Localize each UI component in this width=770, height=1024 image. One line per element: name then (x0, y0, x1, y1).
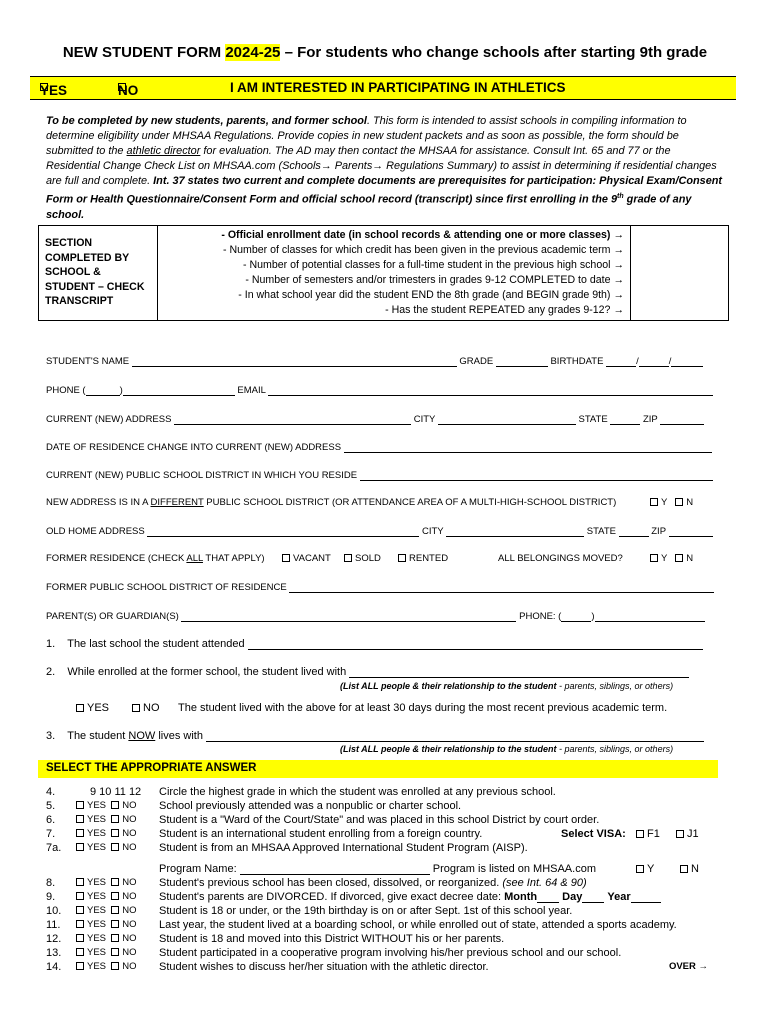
transcript-item: - Official enrollment date (in school records & attending one or more classes) → (221, 229, 624, 241)
new-address-label-c: PUBLIC SCHOOL DISTRICT (OR ATTENDANCE AREA OF A MULTI-HIGH-SCHOOL DISTRICT) (203, 497, 617, 508)
zip-label: ZIP (642, 414, 658, 425)
no-label: NO (122, 947, 137, 958)
item-text: Student is an international student enrolling from a foreign country. (159, 828, 483, 840)
item-number: 4. (46, 786, 56, 798)
q2b-yes-label: YES (87, 702, 110, 714)
parents-phone-field[interactable] (595, 610, 705, 622)
j1-checkbox[interactable] (676, 830, 684, 838)
no-label: NO (122, 842, 137, 853)
former-district-label: FORMER PUBLIC SCHOOL DISTRICT OF RESIDENCE (46, 582, 287, 593)
no-checkbox[interactable] (118, 83, 126, 91)
intro-athletic-director: athletic director (126, 145, 201, 157)
no-label: NO (122, 961, 137, 972)
y-label: Y (661, 497, 668, 508)
rented-checkbox[interactable] (398, 554, 406, 562)
email-label: EMAIL (237, 385, 266, 396)
yes-checkbox[interactable] (76, 801, 84, 809)
q3-now: NOW (128, 730, 156, 742)
item-number: 13. (46, 947, 62, 959)
item-6 (46, 814, 726, 828)
new-address-row (46, 497, 718, 508)
intro-lead: To be completed by new students, parents, and former school (46, 115, 367, 127)
parents-phone-paren: ) (591, 611, 595, 622)
new-address-different: DIFFERENT (150, 497, 204, 508)
rented-option (398, 553, 448, 564)
yes-label: YES (87, 947, 107, 958)
transcript-item: - In what school year did the student END the 8th grade (and BEGIN grade 9th) → (238, 289, 624, 301)
n-label: N (686, 553, 694, 564)
item-text (159, 891, 661, 903)
phone-area-field[interactable] (86, 384, 120, 396)
state-label: STATE (578, 414, 608, 425)
phone-paren: ) (119, 385, 123, 396)
item-text: Student wishes to discuss her/her situation with the athletic director. (159, 961, 489, 973)
q8-ref: (see Int. 64 & 90) (502, 877, 587, 889)
intro-prerequisites: Int. 37 states two current and complete documents are prerequisites for participation: Physical Exam/Consent Form or Health Questionnaire/Consent Form and official school record (transcript) since first enrolling in the 9 (46, 175, 723, 206)
former-district-row (46, 581, 718, 593)
yes-no-options (76, 877, 137, 888)
q3-text-a: The student (67, 730, 129, 742)
no-checkbox[interactable] (111, 843, 119, 851)
no-checkbox[interactable] (111, 829, 119, 837)
yes-checkbox[interactable] (76, 878, 84, 886)
no-label: NO (122, 891, 137, 902)
note-sub: - parents, siblings, or others) (556, 744, 674, 754)
parents-phone-label: PHONE: ( (519, 611, 562, 622)
program-row (46, 863, 726, 877)
no-checkbox[interactable] (111, 878, 119, 886)
city-label: CITY (413, 414, 436, 425)
vacant-option (282, 553, 331, 564)
question-2 (46, 666, 718, 678)
current-address-row (46, 413, 718, 425)
item-number: 5. (46, 800, 56, 812)
q2-number: 2. (46, 666, 56, 678)
sold-label: SOLD (355, 553, 381, 564)
new-address-label-a: NEW ADDRESS IS IN A (46, 497, 151, 508)
item-number: 7a. (46, 842, 62, 854)
yes-checkbox[interactable] (76, 906, 84, 914)
no-checkbox[interactable] (111, 962, 119, 970)
yes-label: YES (87, 828, 107, 839)
month-label: Month (504, 891, 538, 903)
old-state-field[interactable] (619, 525, 649, 537)
phone-email-row (46, 384, 718, 396)
old-address-field[interactable] (147, 525, 419, 537)
n-label: N (686, 497, 694, 508)
new-address-y-checkbox[interactable] (650, 498, 658, 506)
program-y-checkbox[interactable] (636, 865, 644, 873)
parents-field[interactable] (181, 610, 516, 622)
yes-label: YES (87, 877, 107, 888)
new-address-yn (650, 497, 693, 508)
q1-number: 1. (46, 638, 56, 650)
q3-note (340, 744, 673, 754)
year-label: Year (607, 891, 631, 903)
yes-no-options (76, 961, 137, 972)
transcript-item: - Has the student REPEATED any grades 9-12? → (385, 304, 624, 316)
no-checkbox[interactable] (111, 892, 119, 900)
no-checkbox[interactable] (111, 906, 119, 914)
item-4 (46, 786, 726, 800)
yes-checkbox[interactable] (76, 843, 84, 851)
item-text: School previously attended was a nonpublic or charter school. (159, 800, 462, 812)
form-title (0, 44, 770, 61)
no-label: NO (122, 814, 137, 825)
no-checkbox[interactable] (111, 948, 119, 956)
q3-field[interactable] (206, 730, 704, 742)
q2-field[interactable] (349, 666, 689, 678)
month-field[interactable] (537, 892, 559, 903)
year-field[interactable] (631, 892, 661, 903)
no-checkbox[interactable] (111, 920, 119, 928)
no-label: NO (122, 828, 137, 839)
f1-checkbox[interactable] (636, 830, 644, 838)
item-7 (46, 828, 726, 842)
yes-no-options (76, 891, 137, 902)
item-text: Student is 18 and moved into this District WITHOUT his or her parents. (159, 933, 505, 945)
yes-label: YES (87, 905, 107, 916)
question-1 (46, 638, 718, 650)
yes-no-options (76, 814, 137, 825)
q2b-no (132, 702, 160, 714)
former-label-all: ALL (186, 553, 203, 564)
item-7a (46, 842, 726, 856)
former-label-a: FORMER RESIDENCE (CHECK (46, 553, 187, 564)
item-11 (46, 919, 726, 933)
no-label: NO (122, 905, 137, 916)
item-10 (46, 905, 726, 919)
banner-yes-label: YES (40, 83, 68, 98)
program-n-checkbox[interactable] (680, 865, 688, 873)
item-text: Last year, the student lived at a boarding school, or while enrolled out of state, attended a sports academy. (159, 919, 677, 931)
q2b-no-label: NO (143, 702, 160, 714)
item-number: 8. (46, 877, 56, 889)
date-change-row (46, 441, 718, 453)
visa-label: Select VISA: (561, 828, 626, 840)
birthdate-label: BIRTHDATE (550, 356, 604, 367)
intro-text-2: for evaluation. The AD may then contact the MHSAA for assistance. Consult Int. 65 and 77 or the Residential Change Check List on MHSAA.com (Schools→ Parents→ Regulations Summary) to assist in determining if residential changes are full and complete. (46, 145, 717, 187)
item-12 (46, 933, 726, 947)
vacant-checkbox[interactable] (282, 554, 290, 562)
visa-j1 (676, 828, 699, 840)
item-number: 10. (46, 905, 62, 917)
old-address-label: OLD HOME ADDRESS (46, 526, 145, 537)
current-district-label: CURRENT (NEW) PUBLIC SCHOOL DISTRICT IN WHICH YOU RESIDE (46, 470, 358, 481)
intro-sup: th (617, 193, 624, 200)
banner-no-label: NO (118, 83, 139, 98)
grade-options[interactable]: 9 10 11 12 (90, 786, 142, 798)
title-year: 2024-25 (225, 44, 281, 61)
select-heading-text: SELECT THE APPROPRIATE ANSWER (46, 762, 257, 774)
yes-no-options (76, 905, 137, 916)
grade-field[interactable] (496, 355, 548, 367)
old-city-field[interactable] (446, 525, 584, 537)
belongings-yn (650, 553, 693, 564)
q1-text: The last school the student attended (67, 638, 245, 650)
item-number: 9. (46, 891, 56, 903)
yes-label: YES (87, 891, 107, 902)
athletics-banner (30, 76, 736, 100)
student-name-label: STUDENT'S NAME (46, 356, 130, 367)
transcript-item: - Number of potential classes for a full-time student in the previous high school → (243, 259, 624, 271)
item-number: 11. (46, 919, 61, 931)
no-label: NO (122, 933, 137, 944)
title-prefix: NEW STUDENT FORM (62, 44, 226, 61)
former-district-field[interactable] (289, 581, 714, 593)
new-address-n-checkbox[interactable] (675, 498, 683, 506)
program-listed-label: Program is listed on MHSAA.com (432, 863, 596, 875)
old-city-label: CITY (422, 526, 444, 537)
yes-checkbox[interactable] (76, 962, 84, 970)
city-field[interactable] (438, 413, 576, 425)
yes-checkbox[interactable] (76, 815, 84, 823)
yes-checkbox[interactable] (76, 920, 84, 928)
item-5 (46, 800, 726, 814)
zip-field[interactable] (660, 413, 704, 425)
note-main: (List ALL people & their relationship to the student (340, 744, 557, 754)
q2b-text: The student lived with the above for at least 30 days during the most recent previous academic term. (178, 702, 668, 714)
phone-field[interactable] (123, 384, 235, 396)
yes-checkbox[interactable] (76, 892, 84, 900)
transcript-items (158, 226, 631, 321)
intro-text-1: . This form is intended to assist schools in compiling information to determine eligibility under MHSAA Regulations. Provide copies in new student packets and as soon as possible, the form should be submitted to the (46, 115, 687, 157)
yes-label: YES (87, 842, 107, 853)
banner-text: I AM INTERESTED IN PARTICIPATING IN ATHLETICS (230, 80, 566, 95)
current-address-field[interactable] (174, 413, 411, 425)
student-name-row: STUDENT'S NAME GRADE BIRTHDATE / / (46, 355, 718, 367)
q3-number: 3. (46, 730, 56, 742)
belongings-n-checkbox[interactable] (675, 554, 683, 562)
date-change-label: DATE OF RESIDENCE CHANGE INTO CURRENT (NEW) ADDRESS (46, 442, 342, 453)
date-change-field[interactable] (344, 441, 712, 453)
yes-no-options (76, 933, 137, 944)
note-main: (List ALL people & their relationship to the student (340, 681, 557, 691)
q9-text: Student's parents are DIVORCED. If divorced, give exact decree date: (159, 891, 505, 903)
item-8 (46, 877, 726, 891)
belongings-label: ALL BELONGINGS MOVED? (498, 553, 623, 564)
parents-row (46, 610, 718, 622)
q2-note (340, 681, 673, 691)
no-label: NO (122, 800, 137, 811)
j1-label: J1 (687, 828, 699, 840)
birth-day-field[interactable] (639, 355, 669, 367)
current-district-field[interactable] (360, 469, 713, 481)
transcript-item: - Number of semesters and/or trimesters in grades 9-12 COMPLETED to date → (245, 274, 624, 286)
day-field[interactable] (582, 892, 604, 903)
y-label: Y (661, 553, 668, 564)
yes-label: YES (87, 933, 107, 944)
item-text: Circle the highest grade in which the student was enrolled at any previous school. (159, 786, 556, 798)
yes-label: YES (87, 961, 107, 972)
title-suffix: – For students who change schools after starting 9th grade (280, 44, 708, 61)
sold-checkbox[interactable] (344, 554, 352, 562)
intro-paragraph (46, 114, 726, 223)
program-y (636, 863, 654, 875)
note-sub: - parents, siblings, or others) (556, 681, 674, 691)
transcript-label: SECTION COMPLETED BY SCHOOL & STUDENT – CHECK TRANSCRIPT (39, 226, 158, 321)
item-number: 12. (46, 933, 62, 945)
transcript-table (38, 225, 729, 321)
current-address-label: CURRENT (NEW) ADDRESS (46, 414, 172, 425)
item-text: Student is a "Ward of the Court/State" and was placed in this school District by court order. (159, 814, 600, 826)
yes-label: YES (87, 919, 107, 930)
yes-no-options (76, 828, 137, 839)
rented-label: RENTED (409, 553, 449, 564)
question-3 (46, 730, 718, 742)
q3-text-c: lives with (155, 730, 203, 742)
yes-no-options (76, 800, 137, 811)
yes-checkbox[interactable] (76, 829, 84, 837)
current-district-row (46, 469, 718, 481)
transcript-answer-field[interactable] (631, 226, 729, 321)
select-heading (38, 760, 718, 778)
item-text: Student is 18 or under, or the 19th birthday is on or after Sept. 1st of this school year. (159, 905, 573, 917)
old-state-label: STATE (586, 526, 616, 537)
old-zip-label: ZIP (651, 526, 666, 537)
item-14 (46, 961, 726, 975)
program-name (159, 863, 596, 875)
sold-option (344, 553, 381, 564)
q2b-yes (76, 702, 109, 714)
yes-no-options (76, 919, 137, 930)
q2b-yes-checkbox[interactable] (76, 704, 84, 712)
q2-text: While enrolled at the former school, the student lived with (67, 666, 347, 678)
parents-phone-area-field[interactable] (561, 610, 591, 622)
program-name-field[interactable] (240, 863, 430, 875)
state-field[interactable] (610, 413, 640, 425)
no-label: NO (122, 877, 137, 888)
item-text (159, 877, 587, 889)
old-zip-field[interactable] (669, 525, 713, 537)
yes-no-options (76, 947, 137, 958)
y-label: Y (647, 863, 655, 875)
former-label-c: THAT APPLY) (202, 553, 265, 564)
no-checkbox[interactable] (111, 801, 119, 809)
item-number: 14. (46, 961, 62, 973)
q8-text: Student's previous school has been closed, dissolved, or reorganized. (159, 877, 503, 889)
q1-field[interactable] (248, 638, 703, 650)
item-9 (46, 891, 726, 905)
belongings-y-checkbox[interactable] (650, 554, 658, 562)
visa-f1 (636, 828, 660, 840)
transcript-item: - Number of classes for which credit has been given in the previous academic term → (223, 244, 624, 256)
no-checkbox[interactable] (111, 815, 119, 823)
vacant-label: VACANT (293, 553, 331, 564)
yes-no-options (76, 842, 137, 853)
birth-year-field[interactable] (671, 355, 703, 367)
item-text: Student participated in a cooperative program involving his/her previous school and our school. (159, 947, 622, 959)
f1-label: F1 (647, 828, 660, 840)
student-name-field[interactable] (132, 355, 457, 367)
parents-label: PARENT(S) OR GUARDIAN(S) (46, 611, 179, 622)
n-label: N (691, 863, 699, 875)
intro-end: grade of any school. (46, 193, 692, 221)
yes-label: YES (87, 800, 107, 811)
day-label: Day (562, 891, 583, 903)
program-n (680, 863, 699, 875)
over-label: OVER → (668, 961, 708, 972)
no-checkbox[interactable] (111, 934, 119, 942)
birth-month-field[interactable] (606, 355, 636, 367)
grade-label: GRADE (459, 356, 494, 367)
yes-checkbox[interactable] (40, 83, 48, 91)
phone-label: PHONE ( (46, 385, 86, 396)
old-address-row (46, 525, 718, 537)
item-number: 6. (46, 814, 56, 826)
email-field[interactable] (268, 384, 713, 396)
yes-label: YES (87, 814, 107, 825)
former-residence-row (46, 553, 718, 564)
item-text: Student is from an MHSAA Approved International Student Program (AISP). (159, 842, 528, 854)
item-number: 7. (46, 828, 56, 840)
no-label: NO (122, 919, 137, 930)
program-name-label: Program Name: (159, 863, 237, 875)
yes-checkbox[interactable] (76, 934, 84, 942)
item-13 (46, 947, 726, 961)
q2b-no-checkbox[interactable] (132, 704, 140, 712)
yes-checkbox[interactable] (76, 948, 84, 956)
